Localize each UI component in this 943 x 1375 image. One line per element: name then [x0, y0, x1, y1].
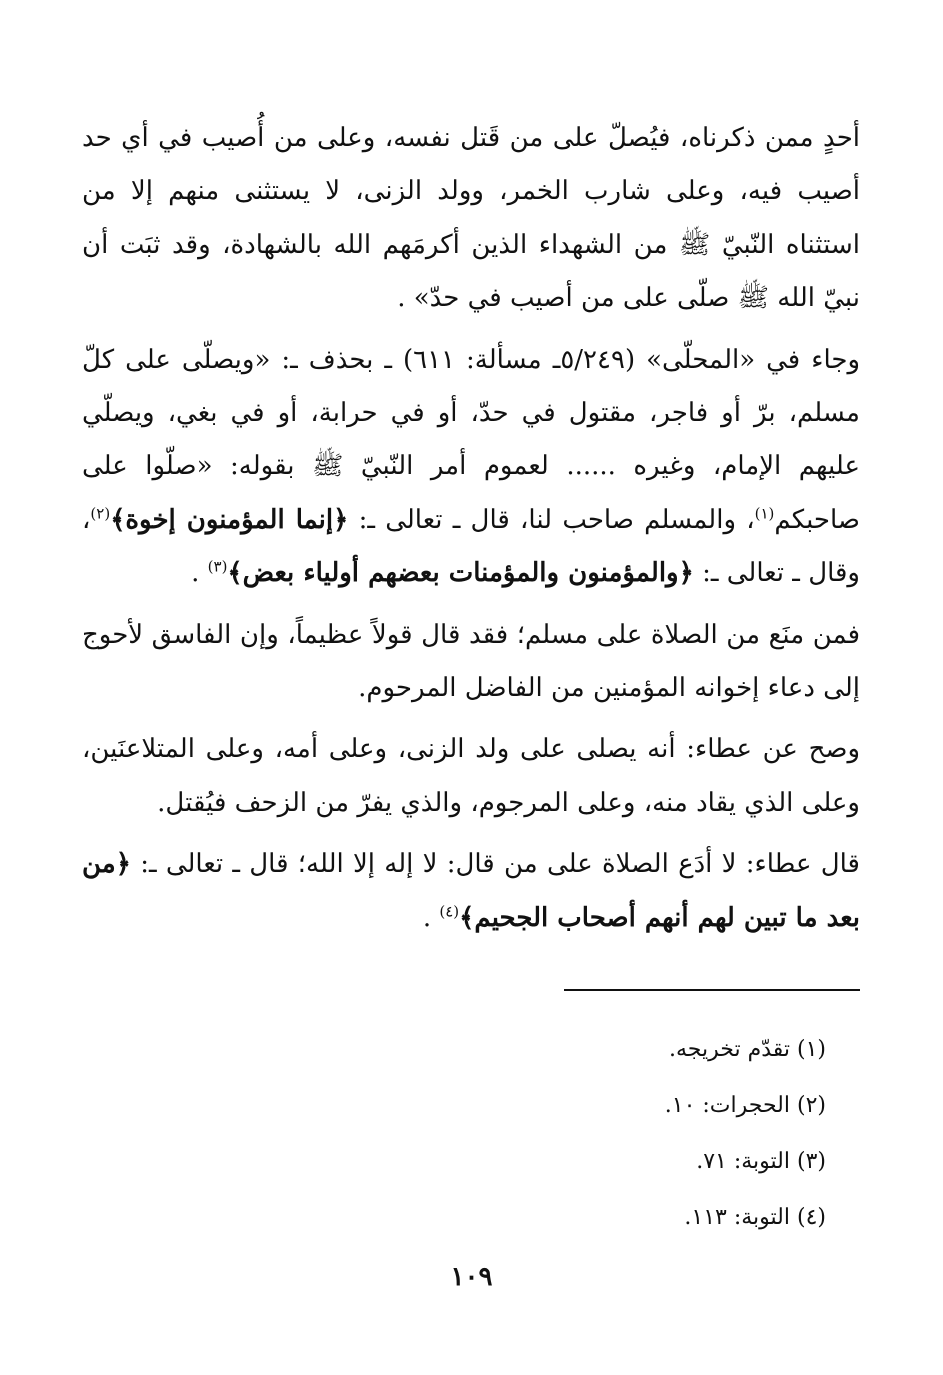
footnote-ref: (١): [754, 504, 775, 523]
footnote-item: (٤) التوبة: ١١٣.: [684, 1205, 826, 1230]
paragraph-text: .: [422, 902, 440, 933]
paragraph-1: [82, 112, 860, 326]
footnote-separator: [564, 989, 860, 991]
paragraph-text: فمن منَع من الصلاة على مسلم؛ فقد قال قولاً عظيماً، وإن الفاسق لأحوج إلى دعاء إخوانه المؤمنين من الفاضل المرحوم.: [82, 619, 860, 704]
paragraph-3: [82, 609, 860, 716]
paragraph-text: وصح عن عطاء: أنه يصلى على ولد الزنى، وعلى أمه، وعلى المتلاعنَين، وعلى الذي يقاد منه، وعلى المرجوم، والذي يفرّ من الزحف فيُقتل.: [82, 734, 860, 818]
footnote-ref: (٢): [90, 504, 111, 523]
main-text: [82, 112, 860, 953]
quran-quote: ﴿إنما المؤمنون إخوة﴾: [110, 504, 349, 535]
footnotes: [326, 1022, 826, 1246]
footnote-item: (١) تقدّم تخريجه.: [669, 1037, 826, 1062]
paragraph-text: أحدٍ ممن ذكرناه، فيُصلّ على من قَتل نفسه، وعلى من أُصيب في أي حد أصيب فيه، وعلى شارب الخمر، وولد الزنى، لا يستثنى منهم إلا من استثناه النّبيّ ﷺ من الشهداء الذين أكرمَهم الله بالشهادة، وقد ثبَت أن نبيّ الله ﷺ صلّى على من أصيب في حدّ» .: [82, 123, 860, 314]
paragraph-text: .: [191, 558, 208, 589]
paragraph-text: ، والمسلم صاحب لنا، قال ـ تعالى ـ:: [348, 504, 755, 535]
quran-quote: ﴿من بعد ما تبين لهم أنهم أصحاب الجحيم﴾: [82, 849, 860, 933]
paragraph-text: قال عطاء: لا أدَع الصلاة على من قال: لا إله إلا الله؛ قال ـ تعالى ـ:: [130, 849, 860, 880]
footnote-item: (٣) التوبة: ٧١.: [696, 1149, 826, 1174]
paragraph-text: ، وقال ـ تعالى ـ:: [82, 504, 860, 589]
footnote-ref: (٣): [207, 557, 228, 576]
paragraph-text: وجاء في «المحلّى» (٥/٢٤٩ـ مسألة: ٦١١) ـ بحذف ـ: «ويصلّى على كلّ مسلم، برّ أو فاجر، مقتول في حدّ، أو في حرابة، أو في بغي، ويصلّي عليهم الإمام، وغيره ...... لعموم أمر النّبيّ ﷺ بقوله: «صلّوا على صاحبكم: [82, 344, 860, 535]
paragraph-4: [82, 723, 860, 830]
page-number: ١٠٩: [450, 1262, 493, 1292]
quran-quote: ﴿والمؤمنون والمؤمنات بعضهم أولياء بعض﴾: [227, 558, 694, 589]
footnote-ref: (٤): [439, 902, 460, 921]
paragraph-5: [82, 838, 860, 945]
paragraph-2: [82, 334, 860, 601]
footnote-item: (٢) الحجرات: ١٠.: [664, 1093, 826, 1118]
